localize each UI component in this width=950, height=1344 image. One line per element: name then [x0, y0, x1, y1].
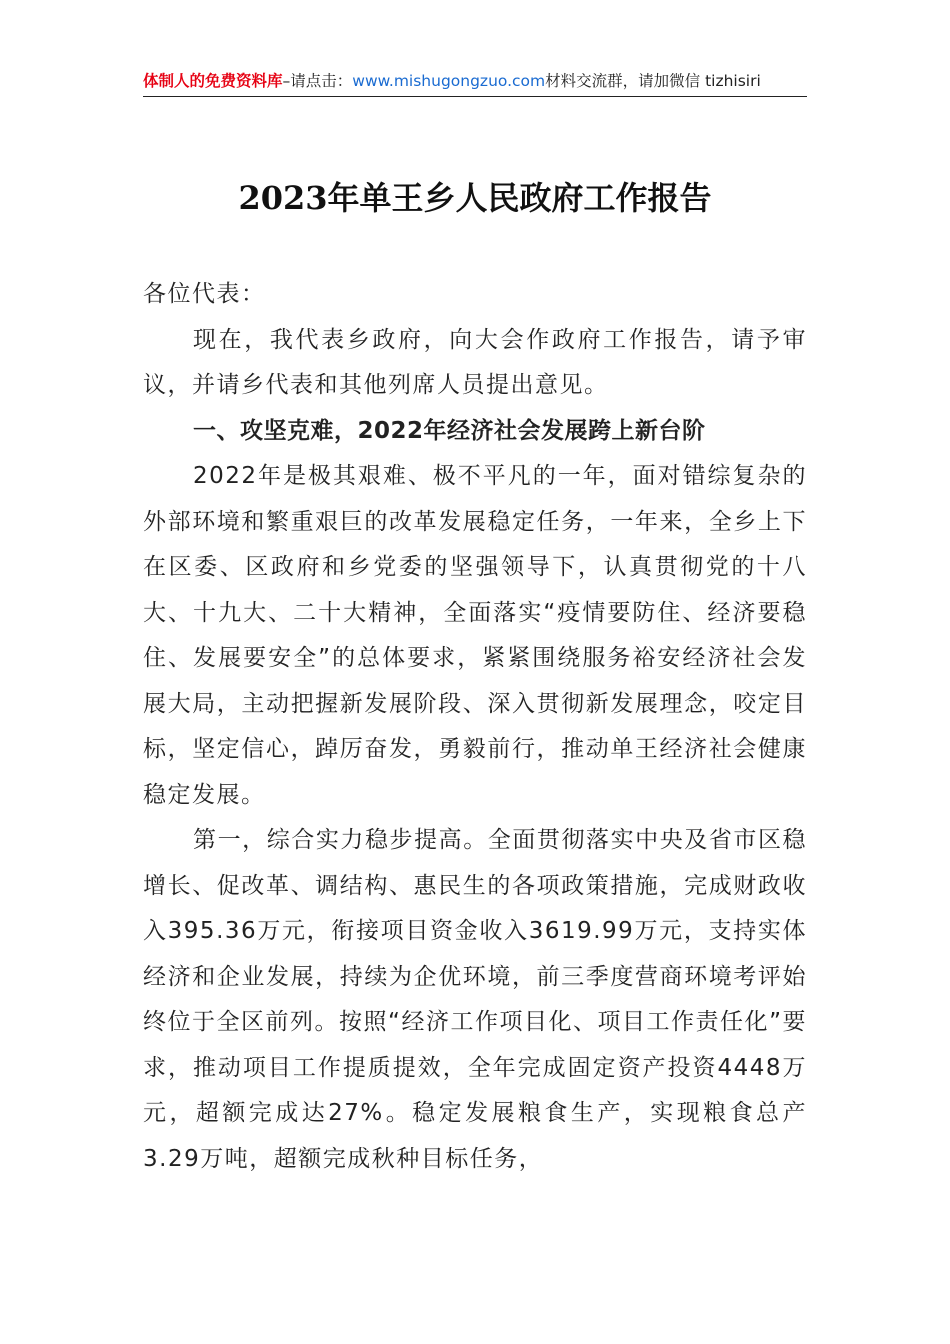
- body-paragraph: 第一，综合实力稳步提高。全面贯彻落实中央及省市区稳增长、促改革、调结构、惠民生的各项政策措施，完成财政收入395.36万元，衔接项目资金收入3619.99万元，支持实体经济和企业发展，持续为企优环境，前三季度营商环境考评始终位于全区前列。按照“经济工作项目化、项目工作责任化”要求，推动项目工作提质提效，全年完成固定资产投资4448万元，超额完成达27%。稳定发展粮食生产，实现粮食总产3.29万吨，超额完成秋种目标任务，: [143, 827, 807, 1172]
- header-suffix: 材料交流群，请加微信 tizhisiri: [545, 72, 761, 90]
- salutation: 各位代表：: [143, 281, 266, 307]
- document-body: [143, 272, 807, 1182]
- intro-paragraph: 现在，我代表乡政府，向大会作政府工作报告，请予审议，并请乡代表和其他列席人员提出意见。: [143, 326, 807, 398]
- page-header: [143, 66, 807, 97]
- section-heading: 一、攻坚克难，2022年经济社会发展跨上新台阶: [193, 417, 706, 444]
- header-url-link[interactable]: www.mishugongzuo.com: [352, 72, 546, 90]
- header-prompt: –请点击：: [282, 72, 353, 90]
- body-paragraph: 2022年是极其艰难、极不平凡的一年，面对错综复杂的外部环境和繁重艰巨的改革发展稳定任务，一年来，全乡上下在区委、区政府和乡党委的坚强领导下，认真贯彻党的十八大、十九大、二十大精神，全面落实“疫情要防住、经济要稳住、发展要安全”的总体要求，紧紧围绕服务裕安经济社会发展大局，主动把握新发展阶段、深入贯彻新发展理念，咬定目标，坚定信心，踔厉奋发，勇毅前行，推动单王经济社会健康稳定发展。: [143, 463, 807, 808]
- header-brand: 体制人的免费资料库: [143, 72, 283, 90]
- document-title: 2023年单王乡人民政府工作报告: [238, 179, 712, 217]
